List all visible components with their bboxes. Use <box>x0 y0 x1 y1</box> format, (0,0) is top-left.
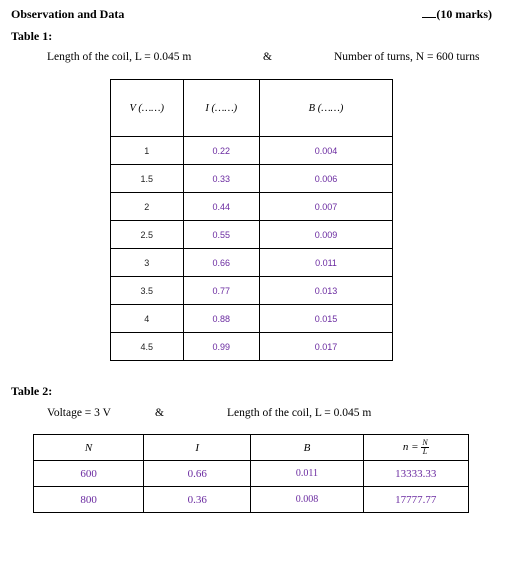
table1-header-b: B (……) <box>260 80 393 137</box>
table-row <box>111 333 393 361</box>
table1-cell-i: 0.44 <box>183 193 260 221</box>
marks-label <box>422 7 492 22</box>
table1-turns: Number of turns, N = 600 turns <box>334 51 480 63</box>
ratio-numerator: N <box>422 438 428 447</box>
ratio-left: n = <box>402 441 419 454</box>
table2 <box>33 434 469 513</box>
table-row <box>34 487 469 513</box>
table2-header-b: B <box>251 435 363 461</box>
table-row <box>111 305 393 333</box>
table1-cell-b: 0.013 <box>260 277 393 305</box>
table1-cell-i: 0.55 <box>183 221 260 249</box>
ratio-denominator: L <box>422 447 428 456</box>
table1-coil-length: Length of the coil, L = 0.045 m <box>47 51 192 63</box>
table2-header-n: N <box>34 435 144 461</box>
table1-cell-v: 2 <box>111 193 184 221</box>
table1-cell-v: 2.5 <box>111 221 184 249</box>
ratio-fraction <box>421 439 428 456</box>
table2-cell-b: 0.011 <box>251 461 363 487</box>
table-row <box>111 249 393 277</box>
marks-underline <box>422 16 436 18</box>
table1-cell-i: 0.33 <box>183 165 260 193</box>
table2-cell-i: 0.66 <box>144 461 251 487</box>
table1-cell-v: 4.5 <box>111 333 184 361</box>
table1-cell-b: 0.007 <box>260 193 393 221</box>
table2-coil-length: Length of the coil, L = 0.045 m <box>227 407 372 419</box>
table1-cell-i: 0.77 <box>183 277 260 305</box>
table-row <box>34 461 469 487</box>
table1-header-i: I (……) <box>183 80 260 137</box>
table1-cell-b: 0.015 <box>260 305 393 333</box>
marks-text: (10 marks) <box>436 7 492 21</box>
table-row <box>111 221 393 249</box>
table2-cell-i: 0.36 <box>144 487 251 513</box>
table1-cell-v: 1.5 <box>111 165 184 193</box>
table-row <box>111 137 393 165</box>
table1-cell-i: 0.99 <box>183 333 260 361</box>
table1-cell-i: 0.66 <box>183 249 260 277</box>
table2-header-row <box>34 435 469 461</box>
table-row <box>111 277 393 305</box>
table1-cell-b: 0.011 <box>260 249 393 277</box>
table1-cell-v: 4 <box>111 305 184 333</box>
table1-label: Table 1: <box>11 29 53 43</box>
table-row <box>111 165 393 193</box>
table2-cell-n: 600 <box>34 461 144 487</box>
table1-cell-b: 0.017 <box>260 333 393 361</box>
table1-cell-i: 0.22 <box>183 137 260 165</box>
table1-cell-i: 0.88 <box>183 305 260 333</box>
table1-cell-b: 0.006 <box>260 165 393 193</box>
table1-cell-v: 3 <box>111 249 184 277</box>
table2-voltage: Voltage = 3 V <box>47 407 111 419</box>
table1-cell-v: 3.5 <box>111 277 184 305</box>
table1-ampersand: & <box>263 51 272 63</box>
table1-header-v: V (……) <box>111 80 184 137</box>
table-row <box>111 193 393 221</box>
table2-cell-ratio: 17777.77 <box>363 487 468 513</box>
table2-ampersand: & <box>155 407 164 419</box>
table1-header-row <box>111 80 393 137</box>
table2-header-ratio <box>363 435 468 461</box>
table2-cell-ratio: 13333.33 <box>363 461 468 487</box>
table2-label: Table 2: <box>11 384 53 398</box>
table2-header-i: I <box>144 435 251 461</box>
section-heading: Observation and Data <box>11 7 125 21</box>
table1-cell-b: 0.004 <box>260 137 393 165</box>
table2-cell-n: 800 <box>34 487 144 513</box>
table1 <box>110 79 393 361</box>
table2-cell-b: 0.008 <box>251 487 363 513</box>
table1-cell-b: 0.009 <box>260 221 393 249</box>
table1-cell-v: 1 <box>111 137 184 165</box>
